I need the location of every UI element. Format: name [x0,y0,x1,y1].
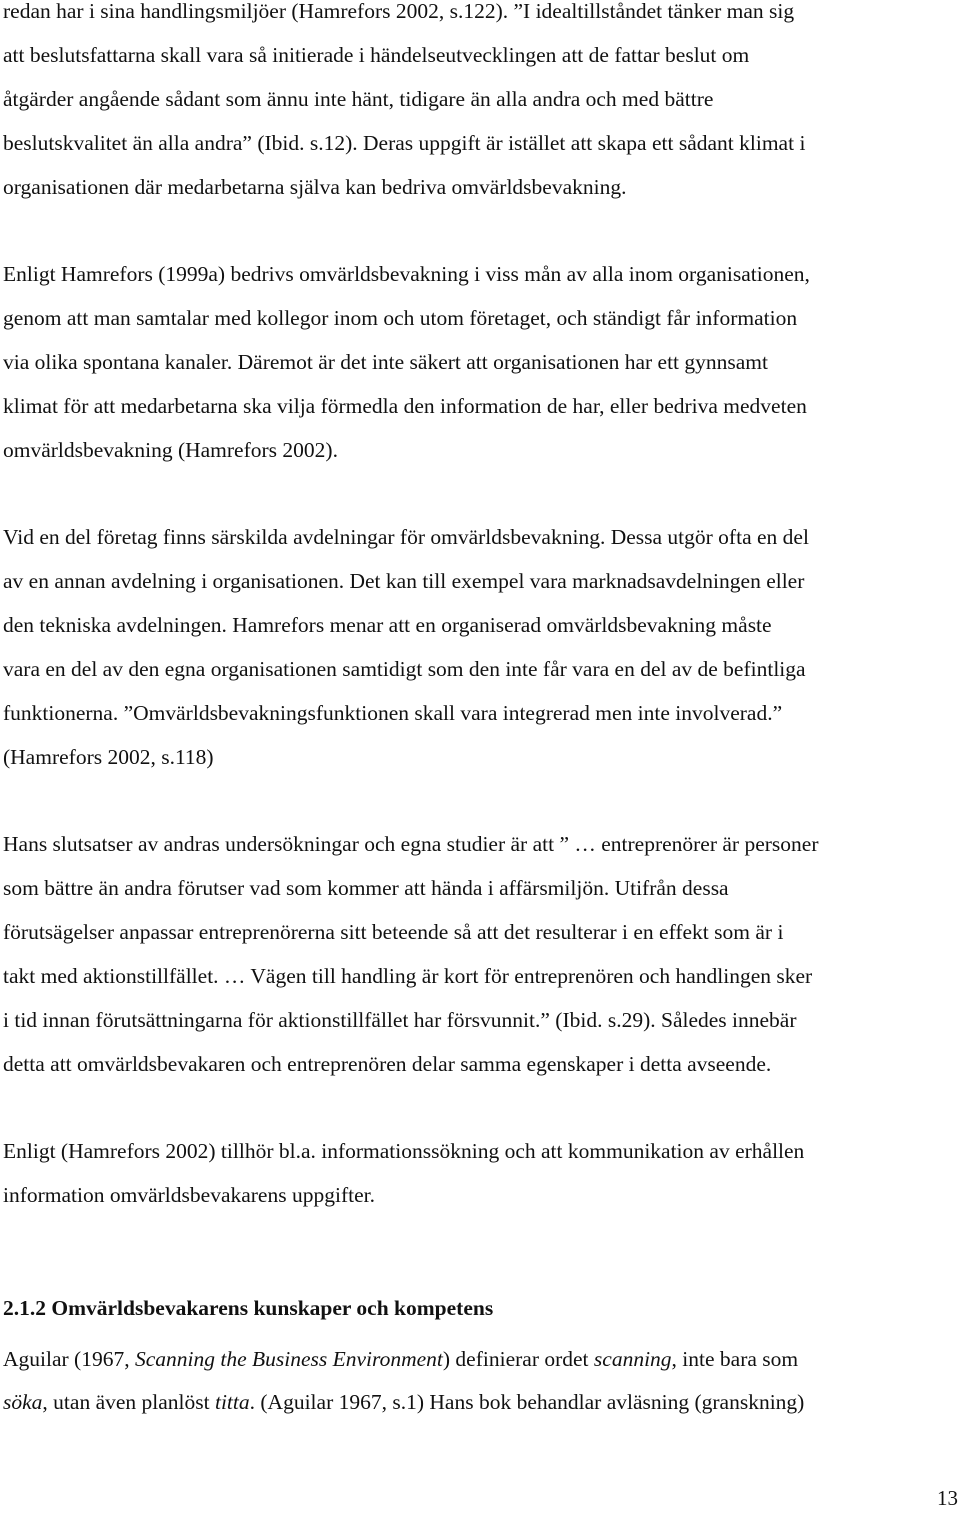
para6-l1-text-e: , inte bara som [671,1347,799,1371]
para3-line-5: funktionerna. ”Omvärldsbevakningsfunktionen skall vara integrerad men inte involverad.” [3,701,783,725]
para1-line-2: att beslutsfattarna skall vara så initierade i händelseutvecklingen att de fattar beslut om [3,43,750,67]
book-title: Scanning the Business Environment [134,1347,443,1371]
para5-line-1: Enligt (Hamrefors 2002) tillhör bl.a. informationssökning och att kommunikation av erhållen [3,1139,805,1163]
para2-line-4: klimat för att medarbetarna ska vilja förmedla den information de har, eller bedriva medveten [3,394,807,418]
para3-line-6: (Hamrefors 2002, s.118) [3,745,214,769]
para6-l1-text-c: ) definierar ordet [442,1347,594,1371]
para4-line-2: som bättre än andra förutser vad som kommer att hända i affärsmiljön. Utifrån dessa [3,876,729,900]
para1-line-1: redan har i sina handlingsmiljöer (Hamrefors 2002, s.122). ”I idealtillståndet tänker man sig [3,0,795,23]
para2-line-2: genom att man samtalar med kollegor inom och utom företaget, och ständigt får information [3,306,798,330]
para6-line-1 [3,1345,798,1373]
para3-line-4: vara en del av den egna organisationen samtidigt som den inte får vara en del av de befintliga [3,657,806,681]
para6-line-2 [3,1388,804,1416]
para2-line-1: Enligt Hamrefors (1999a) bedrivs omvärldsbevakning i viss mån av alla inom organisationen, [3,262,810,286]
para1-line-5: organisationen där medarbetarna själva kan bedriva omvärldsbevakning. [3,175,627,199]
para4-line-1: Hans slutsatser av andras undersökningar och egna studier är att ” … entreprenörer är personer [3,832,819,856]
para4-line-6: detta att omvärldsbevakaren och entreprenören delar samma egenskaper i detta avseende. [3,1052,772,1076]
para4-line-4: takt med aktionstillfället. … Vägen till handling är kort för entreprenören och handlingen sker [3,964,813,988]
section-heading: 2.1.2 Omvärldsbevakarens kunskaper och kompetens [3,1296,494,1320]
document-page [3,0,960,1517]
para3-line-2: av en annan avdelning i organisationen. Det kan till exempel vara marknadsavdelningen eller [3,569,805,593]
para5-line-2: information omvärldsbevakarens uppgifter. [3,1183,375,1207]
para1-line-3: åtgärder angående sådant som ännu inte hänt, tidigare än alla andra och med bättre [3,87,714,111]
para4-line-3: förutsägelser anpassar entreprenörerna sitt beteende så att det resulterar i en effekt som är i [3,920,784,944]
para6-l1-text-a: Aguilar (1967, [3,1347,135,1371]
para2-line-3: via olika spontana kanaler. Däremot är det inte säkert att organisationen har ett gynnsamt [3,350,768,374]
term-soka: söka [3,1390,43,1414]
para1-line-4: beslutskvalitet än alla andra” (Ibid. s.12). Deras uppgift är istället att skapa ett sådant klimat i [3,131,806,155]
para6-l2-text-d: . (Aguilar 1967, s.1) Hans bok behandlar avläsning (granskning) [249,1390,805,1414]
para3-line-1: Vid en del företag finns särskilda avdelningar för omvärldsbevakning. Dessa utgör ofta en del [3,525,809,549]
term-titta: titta [214,1390,250,1414]
para2-line-5: omvärldsbevakning (Hamrefors 2002). [3,438,338,462]
para6-l2-text-b: , utan även planlöst [42,1390,215,1414]
term-scanning: scanning [593,1347,672,1371]
para4-line-5: i tid innan förutsättningarna för aktionstillfället har försvunnit.” (Ibid. s.29). Således innebär [3,1008,797,1032]
para3-line-3: den tekniska avdelningen. Hamrefors menar att en organiserad omvärldsbevakning måste [3,613,772,637]
page-number: 13 [937,1486,958,1510]
